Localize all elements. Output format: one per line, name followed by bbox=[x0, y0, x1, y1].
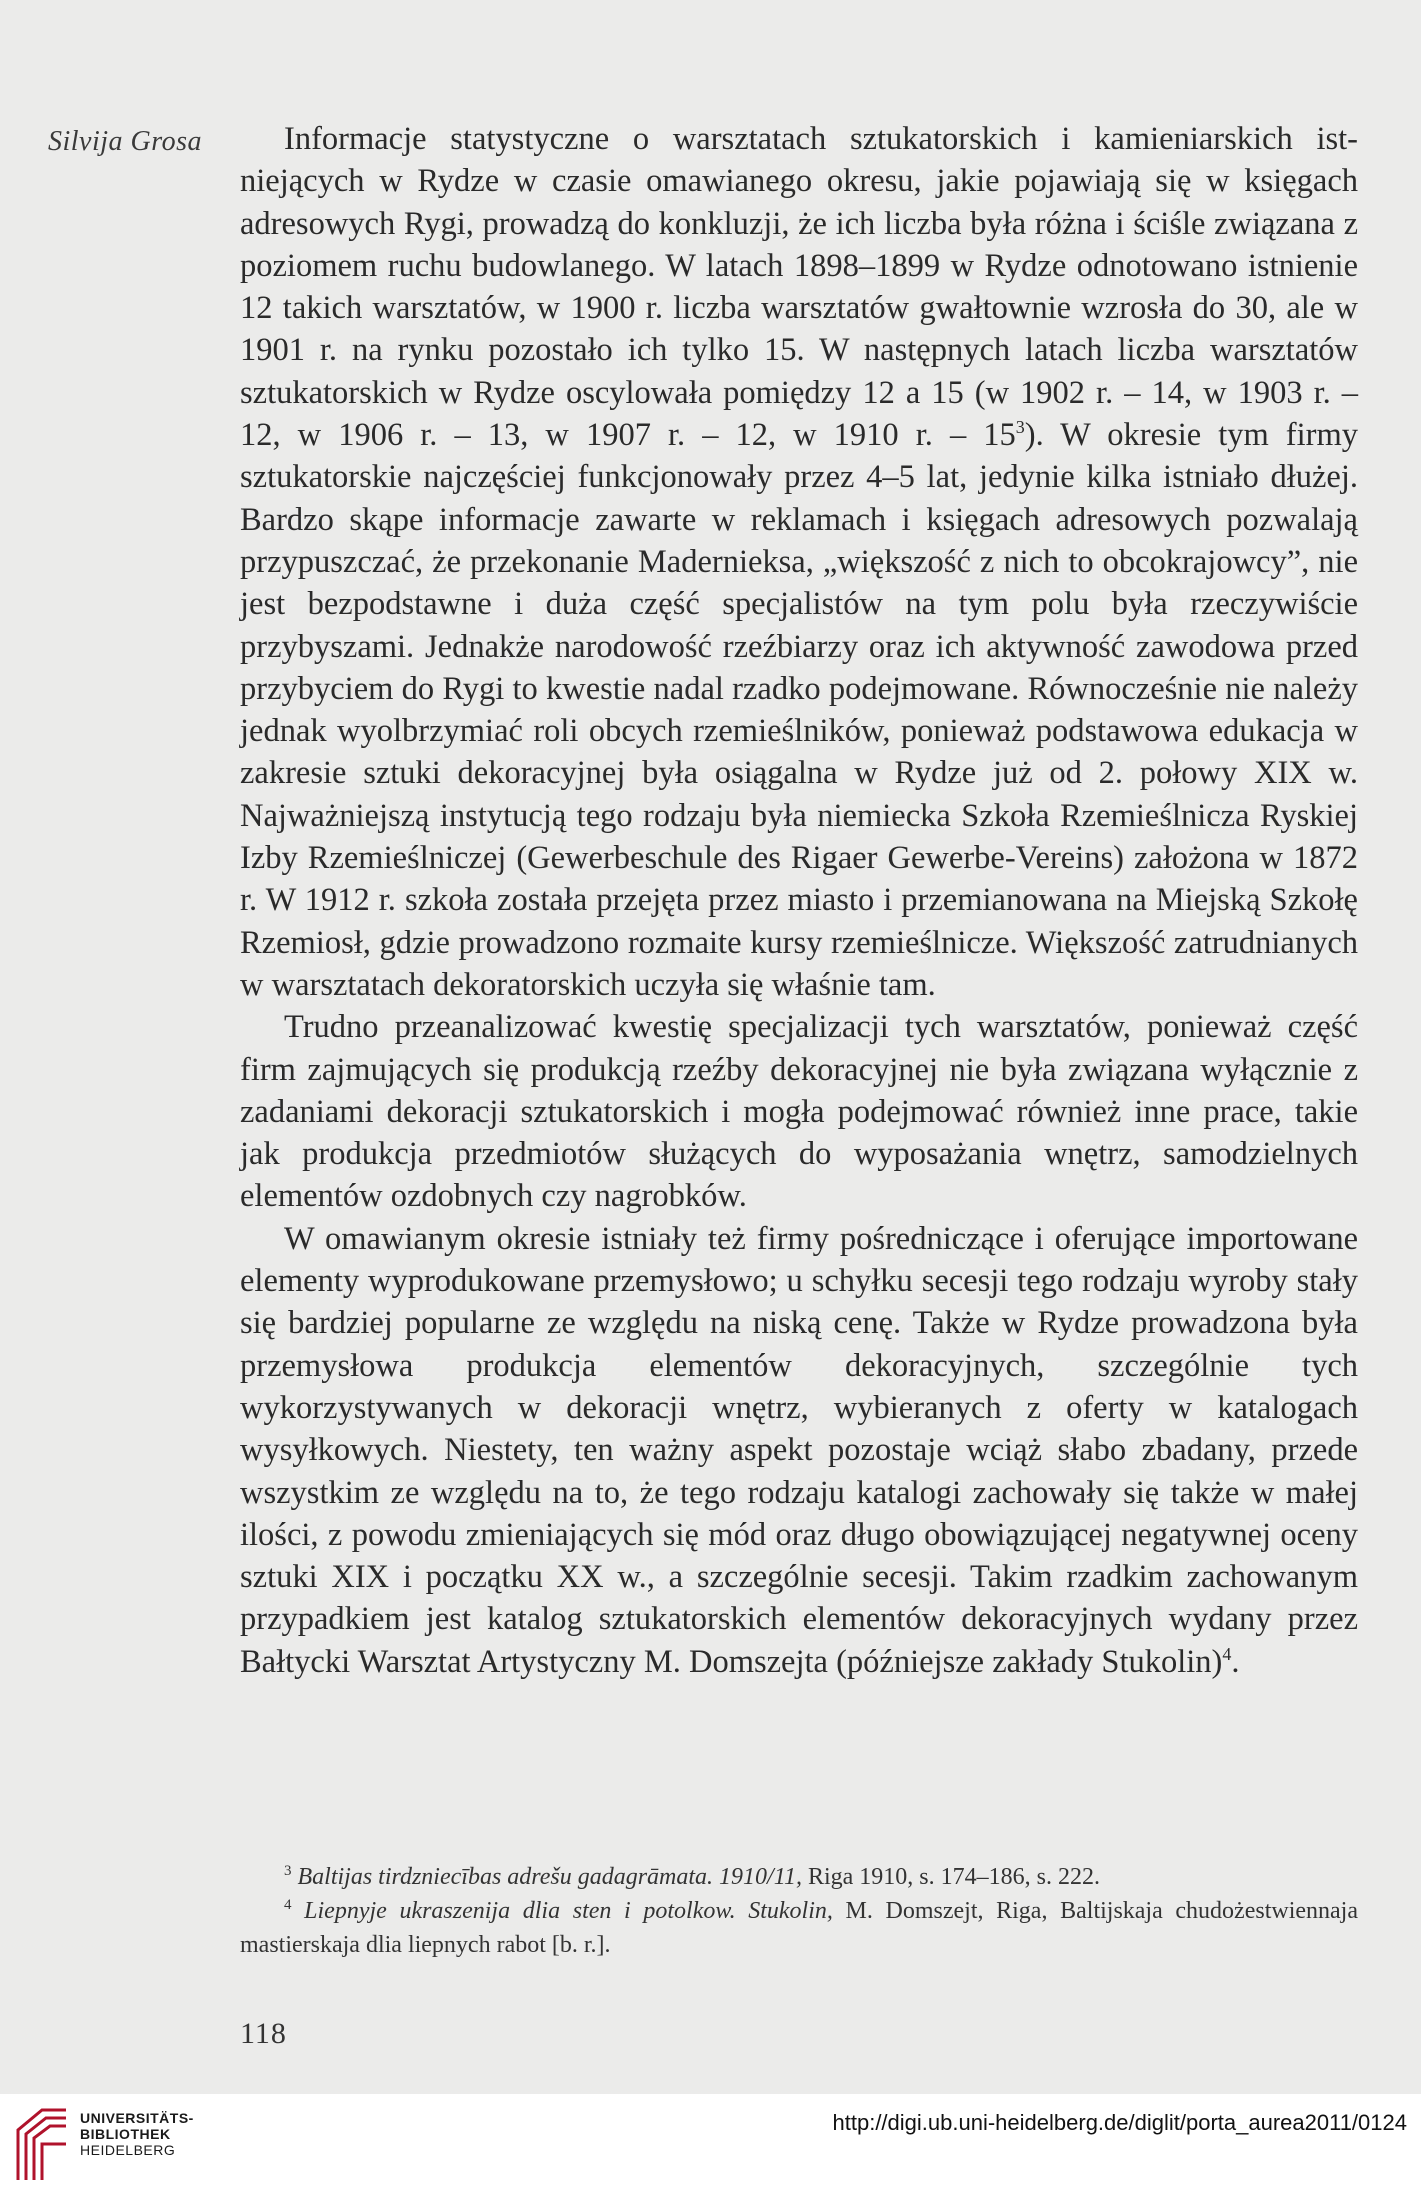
paragraph-text: . bbox=[1231, 1643, 1240, 1680]
library-name-line: HEIDELBERG bbox=[80, 2142, 176, 2158]
paragraph bbox=[240, 118, 1358, 1006]
running-head-author: Silvija Grosa bbox=[48, 126, 203, 157]
footnote-ref[interactable]: 3 bbox=[1015, 417, 1025, 438]
source-url-link[interactable]: http://digi.ub.uni-heidelberg.de/diglit/porta_aurea2011/0124 bbox=[832, 2110, 1407, 2135]
paragraph bbox=[240, 1218, 1358, 1683]
paragraph-text: ). W okresie tym firmy sztukatorskie najczęściej funkcjonowały przez 4–5 lat, jedynie kilka istniało dłużej. Bardzo skąpe informacje zawarte w reklamach i księgach adresowych pozwalają przypuszczać, że przekonanie Madernieksa, „większość z nich to obcokrajowcy”, nie jest bezpodstawne i duża część specjalistów na tym polu była rzeczywiście przybyszami. Jednakże narodowość rzeźbiarzy oraz ich aktywność zawodowa przed przybyciem do Rygi to kwestie nadal rzadko podejmowane. Równocześnie nie należy jednak wyolbrzymiać roli obcych rzemieślników, ponieważ podstawowa edukacja w zakresie sztuki dekoracyjnej była osiągalna w Rydze już od 2. połowy XIX w. Najważniejszą instytucją tego rodzaju była niemiecka Szkoła Rzemieślnicza Ryskiej Izby Rzemieślniczej (Gewerbeschule des Rigaer Gewerbe-Vereins) założona w 1872 r. W 1912 r. szkoła została przejęta przez miasto i przemianowana na Miejską Szkołę Rzemiosł, gdzie prowadzono rozmaite kursy rzemieślnicze. Większość zatrudnianych w warsztatach dekoratorskich uczyła się właśnie tam. bbox=[240, 417, 1359, 1003]
footnote bbox=[240, 1894, 1358, 1962]
footnote-mark: 3 bbox=[284, 1863, 292, 1879]
footnote-mark: 4 bbox=[284, 1897, 292, 1913]
footnote-title: Baltijas tirdzniecības adrešu gadagrāmata. 1910/11, bbox=[297, 1864, 802, 1890]
footnote-text: M. Domszejt, Riga, Baltijskaja chudożestwiennaja mastierskaja dlia liepnych rabot [b. r.]. bbox=[240, 1898, 1358, 1958]
library-logo-icon bbox=[12, 2104, 74, 2184]
main-text bbox=[240, 118, 1358, 1683]
footnote-title: Liepnyje ukraszenija dlia sten i potolkow. Stukolin, bbox=[304, 1898, 833, 1924]
footnotes bbox=[240, 1860, 1358, 1962]
library-name bbox=[80, 2110, 194, 2158]
paragraph-text: Informacje statystyczne o warsztatach sztukatorskich i kamieniarskich istniejących w Rydze w czasie omawianego okresu, jakie pojawiają się w księgach adresowych Rygi, prowadzą do konkluzji, że ich liczba była różna i ściśle związana z poziomem ruchu budowlanego. W latach 1898–1899 w Rydze odnotowano istnienie 12 takich warsztatów, w 1900 r. liczba warsztatów gwałtownie wzrosła do 30, ale w 1901 r. na rynku pozostało ich tylko 15. W następnych latach liczba warsztatów sztukatorskich w Rydze oscylowała pomiędzy 12 a 15 (w 1902 r. – 14, w 1903 r. – 12, w 1906 r. – 13, w 1907 r. – 12, w 1910 r. – 15 bbox=[240, 121, 1358, 454]
footnote bbox=[240, 1860, 1358, 1894]
paragraph: Trudno przeanalizować kwestię specjalizacji tych warsztatów, ponieważ część firm zajmujących się produkcją rzeźby dekoracyjnej nie była związana wyłącznie z zadaniami dekoracji sztukatorskich i mogła podejmować również inne prace, takie jak produkcja przedmiotów służących do wyposażania wnętrz, samodzielnych elementów ozdobnych czy nagrobków. bbox=[240, 1009, 1358, 1215]
footnote-text: Riga 1910, s. 174–186, s. 222. bbox=[801, 1864, 1100, 1890]
paragraph-text: W omawianym okresie istniały też firmy pośredniczące i oferujące importowane elementy wyprodukowane przemysłowo; u schyłku secesji tego rodzaju wyroby stały się bardziej popularne ze względu na niską cenę. Także w Rydze prowadzona była przemysłowa produkcja elementów dekoracyjnych, szczególnie tych wykorzystywanych w dekoracji wnętrz, wybieranych z oferty w katalogach wysyłkowych. Niestety, ten ważny aspekt pozostaje wciąż słabo zbadany, przede wszystkim ze względu na to, że tego rodzaju katalogi zachowały się także w małej ilości, z powodu zmieniających się mód oraz długo obowiązującej negatywnej oceny sztuki XIX i początku XX w., a szczególnie secesji. Takim rzadkim zachowanym przypadkiem jest katalog sztukatorskich elementów dekoracyjnych wydany przez Bałtycki Warsztat Artystyczny M. Domszejta (późniejsze zakłady Stukolin) bbox=[240, 1220, 1358, 1680]
footnote-ref[interactable]: 4 bbox=[1222, 1643, 1232, 1664]
library-name-line: BIBLIOTHEK bbox=[80, 2126, 171, 2142]
page-number: 118 bbox=[240, 2017, 287, 2050]
library-name-line: UNIVERSITÄTS- bbox=[80, 2110, 194, 2126]
